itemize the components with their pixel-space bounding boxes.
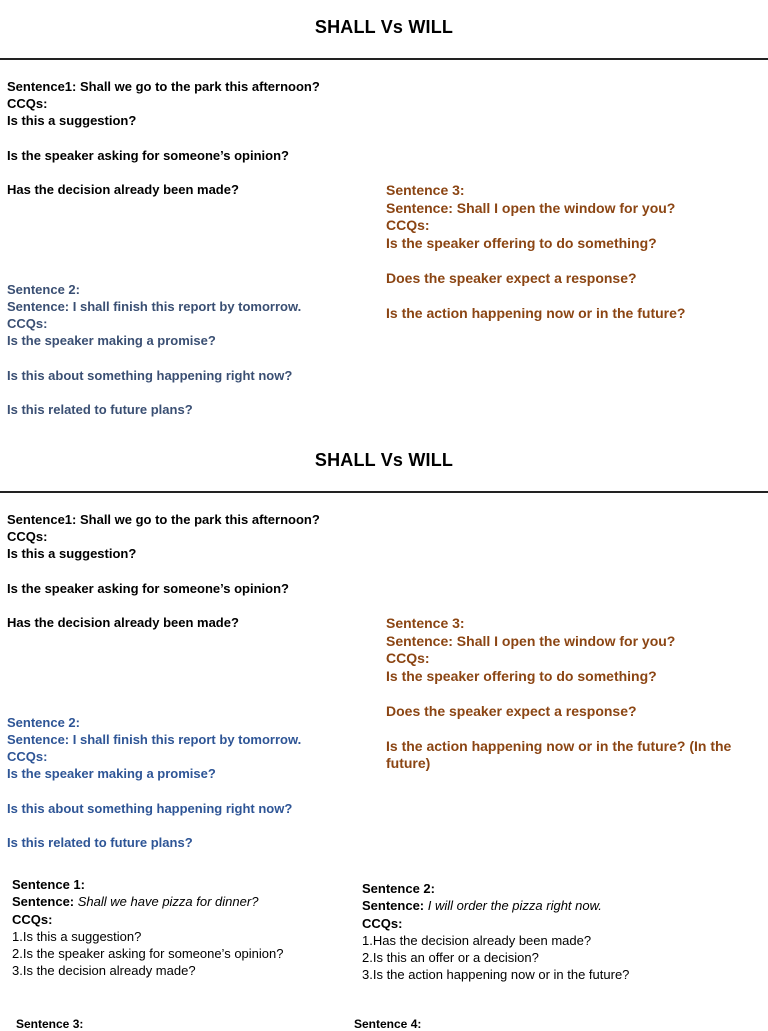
ccq-question-answered: Is the action happening now or in the future? (In the future) xyxy=(386,737,732,771)
sentence1-block xyxy=(7,78,320,198)
sentence2-heading: Sentence 2: xyxy=(7,282,80,297)
pizza-sentence1-block xyxy=(12,876,283,980)
ccq-question: Is the speaker making a promise? xyxy=(7,766,216,781)
sentence3-heading: Sentence 3: xyxy=(386,615,465,631)
page-title: SHALL Vs WILL xyxy=(314,17,454,37)
ccq-question: Is this about something happening right now? xyxy=(7,367,293,383)
ccq-question: Is the action happening now or in the future? xyxy=(386,304,686,321)
ccqs-label: CCQs: xyxy=(7,316,48,331)
ccq-question: Is this a suggestion? xyxy=(7,546,137,561)
ccqs-label: CCQs: xyxy=(386,650,430,666)
sentence2-line: Sentence: I shall finish this report by tomorrow. xyxy=(7,732,302,747)
ccq-question: Does the speaker expect a response? xyxy=(386,702,637,719)
ccq-question: Has the decision already been made? xyxy=(7,182,239,197)
sentence1-line: Sentence1: Shall we go to the park this afternoon? xyxy=(7,79,320,94)
ccqs-label: CCQs: xyxy=(7,749,48,764)
ccq-question: 2.Is the speaker asking for someone’s opinion? xyxy=(12,946,284,962)
ccqs-label: CCQs: xyxy=(12,911,53,927)
sentence-heading: Sentence 1: xyxy=(12,877,85,892)
ccq-question: Is the speaker asking for someone’s opinion? xyxy=(7,147,289,163)
ccq-question: 2.Is this an offer or a decision? xyxy=(362,950,539,966)
ccqs-label: CCQs: xyxy=(386,217,430,233)
ccq-question: 3.Is the action happening now or in the future? xyxy=(362,967,630,983)
pizza-sentence2-block xyxy=(362,880,629,984)
ccq-question: Has the decision already been made? xyxy=(7,615,239,630)
sentence3-block xyxy=(386,615,756,773)
sentence2-heading: Sentence 2: xyxy=(7,715,80,730)
sentence-heading: Sentence 2: xyxy=(362,881,435,896)
ccq-question: Is this related to future plans? xyxy=(7,835,193,850)
ccq-question: Is this about something happening right now? xyxy=(7,800,293,816)
page-title: SHALL Vs WILL xyxy=(314,450,454,470)
sentence2-line: Sentence: I shall finish this report by tomorrow. xyxy=(7,299,302,314)
sentence2-block xyxy=(7,281,301,418)
ccqs-label: CCQs: xyxy=(7,96,48,111)
ccq-question: 3.Is the decision already made? xyxy=(12,963,196,979)
sentence3-block xyxy=(386,182,685,322)
clipped-sentence-heading: Sentence 3: xyxy=(16,1017,84,1031)
sentence1-line: Sentence1: Shall we go to the park this afternoon? xyxy=(7,512,320,527)
sentence-text: I will order the pizza right now. xyxy=(427,898,602,914)
title-divider xyxy=(0,491,768,493)
ccq-question: Is this a suggestion? xyxy=(7,113,137,128)
ccq-question: 1.Has the decision already been made? xyxy=(362,932,592,948)
ccq-question: Is the speaker making a promise? xyxy=(7,333,216,348)
sentence3-line: Sentence: Shall I open the window for you? xyxy=(386,632,676,649)
ccq-question: Is the speaker asking for someone’s opinion? xyxy=(7,580,289,596)
ccq-question: Is the speaker offering to do something? xyxy=(386,667,657,684)
title-divider xyxy=(0,58,768,60)
clipped-sentence-heading: Sentence 4: xyxy=(354,1017,422,1031)
ccqs-label: CCQs: xyxy=(362,915,403,931)
sentence3-line: Sentence: Shall I open the window for you? xyxy=(386,199,676,216)
sentence-label: Sentence: xyxy=(12,894,75,910)
ccq-question: 1.Is this a suggestion? xyxy=(12,928,142,944)
ccq-question: Does the speaker expect a response? xyxy=(386,269,637,286)
ccqs-label: CCQs: xyxy=(7,529,48,544)
sentence1-block xyxy=(7,511,320,631)
ccq-question: Is this related to future plans? xyxy=(7,402,193,417)
sentence2-block xyxy=(7,714,301,851)
sentence-label: Sentence: xyxy=(362,898,425,914)
sentence-text: Shall we have pizza for dinner? xyxy=(77,894,259,910)
sentence3-heading: Sentence 3: xyxy=(386,182,465,198)
ccq-question: Is the speaker offering to do something? xyxy=(386,234,657,251)
